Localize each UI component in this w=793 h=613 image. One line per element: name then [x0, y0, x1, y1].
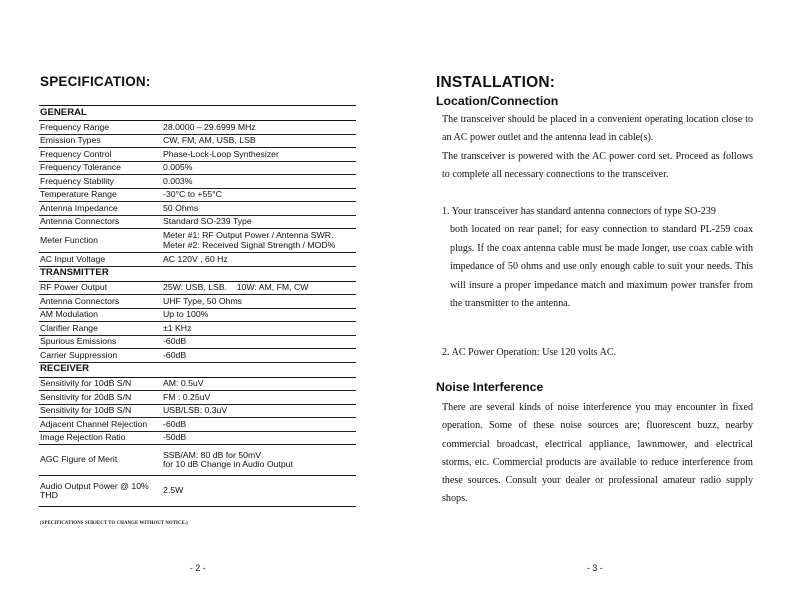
- ac-power-instruction: 2. AC Power Operation: Use 120 volts AC.: [442, 347, 617, 358]
- specification-title: SPECIFICATION:: [40, 74, 151, 89]
- spec-row: Sensitivity for 10dB S/N USB/LSB: 0.3uV: [39, 404, 356, 418]
- meter-1-text: Meter #1: RF Output Power / Antenna SWR.: [163, 230, 334, 241]
- spec-row: Antenna Impedance 50 Ohms: [39, 202, 356, 216]
- spec-row: Frequency Tolerance 0.005%: [39, 161, 356, 175]
- meter-2-text: Meter #2: Received Signal Strength / MOD%: [163, 239, 336, 250]
- agc-line-1: SSB/AM: 80 dB for 50mV: [163, 449, 262, 460]
- spec-row: Sensitivity for 10dB S/N AM: 0.5uV: [39, 377, 356, 391]
- spec-row: Sensitivity for 20dB S/N FM : 0.25uV: [39, 391, 356, 405]
- spec-row: Clarifier Range ±1 KHz: [39, 322, 356, 336]
- spec-row: Antenna Connectors Standard SO-239 Type: [39, 215, 356, 229]
- agc-line-2: for 10 dB Change in Audio Output: [163, 459, 293, 469]
- spec-row: Temperature Range -30°C to +55°C: [39, 188, 356, 202]
- page-number-left: - 2 -: [190, 563, 206, 573]
- spec-row: Frequency Range 28.0000 – 29.6999 MHz: [39, 121, 356, 135]
- antenna-instruction-body: both located on rear panel; for easy connection to standard PL-259 coax plugs. If the coax antenna cable must be made longer, use coax cable with impedance of 50 ohms and use only enough cable to suit your needs. This will insure a proper impedance match and maximum power transfer from the transmitter to the antenna.: [450, 224, 753, 310]
- specification-note: (SPECIFICATIONS SUBJECT TO CHANGE WITHOUT NOTICE.): [40, 521, 188, 526]
- spec-row: AC Input Voltage AC 120V , 60 Hz: [39, 253, 356, 267]
- spec-row: Antenna Connectors UHF Type, 50 Ohms: [39, 295, 356, 309]
- noise-heading: Noise Interference: [436, 380, 544, 394]
- meter-function-row: Meter Function Meter #1: RF Output Power / Antenna SWR. Meter #2: Received Signal Strength / MOD%: [39, 229, 356, 253]
- installation-page: [397, 0, 793, 613]
- page-number-right: - 3 -: [587, 563, 603, 573]
- agc-row: AGC Figure of Merit SSB/AM: 80 dB for 50mV for 10 dB Change in Audio Output: [39, 445, 356, 476]
- installation-title: INSTALLATION:: [436, 74, 556, 91]
- location-heading: Location/Connection: [436, 94, 559, 108]
- spec-row: Emission Types CW, FM, AM, USB, LSB: [39, 134, 356, 148]
- specification-page: [0, 0, 396, 613]
- location-paragraph: The transceiver should be placed in a convenient operating location close to an AC power outlet and the antenna lead in cable(s).: [442, 114, 753, 144]
- spec-row: Carrier Suppression -60dB: [39, 349, 356, 363]
- antenna-instruction-first-line: 1. Your transceiver has standard antenna connectors of type SO-239: [442, 206, 716, 217]
- spec-row: Frequency Control Phase-Lock-Loop Synthesizer: [39, 148, 356, 162]
- general-section-header: GENERAL: [39, 106, 356, 121]
- power-paragraph: The transceiver is powered with the AC power cord set. Proceed as follows to complete all necessary connections to the transceiver.: [442, 151, 753, 181]
- antenna-instruction: [442, 203, 753, 313]
- audio-output-row: Audio Output Power @ 10% THD 2.5W: [39, 476, 356, 507]
- spec-row: Image Rejection Ratio -50dB: [39, 431, 356, 445]
- spec-row: AM Modulation Up to 100%: [39, 308, 356, 322]
- spec-row: Adjacent Channel Rejection -60dB: [39, 418, 356, 432]
- receiver-section-header: RECEIVER: [39, 362, 356, 377]
- specification-table: [39, 105, 356, 507]
- spec-row: Frequency Stability 0.003%: [39, 175, 356, 189]
- spec-row: RF Power Output 25W: USB, LSB. 10W: AM, FM, CW: [39, 281, 356, 295]
- transmitter-section-header: TRANSMITTER: [39, 266, 356, 281]
- spec-row: Spurious Emissions -60dB: [39, 335, 356, 349]
- noise-paragraph: There are several kinds of noise interference you may encounter in fixed operation. Some of these noise sources are; fluorescent buzz, nearby commercial broadcast, electrical appliance, lawnmower, and electrical storms, etc. Commercial products are available to reduce interference from these sources. Consult your dealer or professional amateur radio supply shops.: [442, 402, 753, 505]
